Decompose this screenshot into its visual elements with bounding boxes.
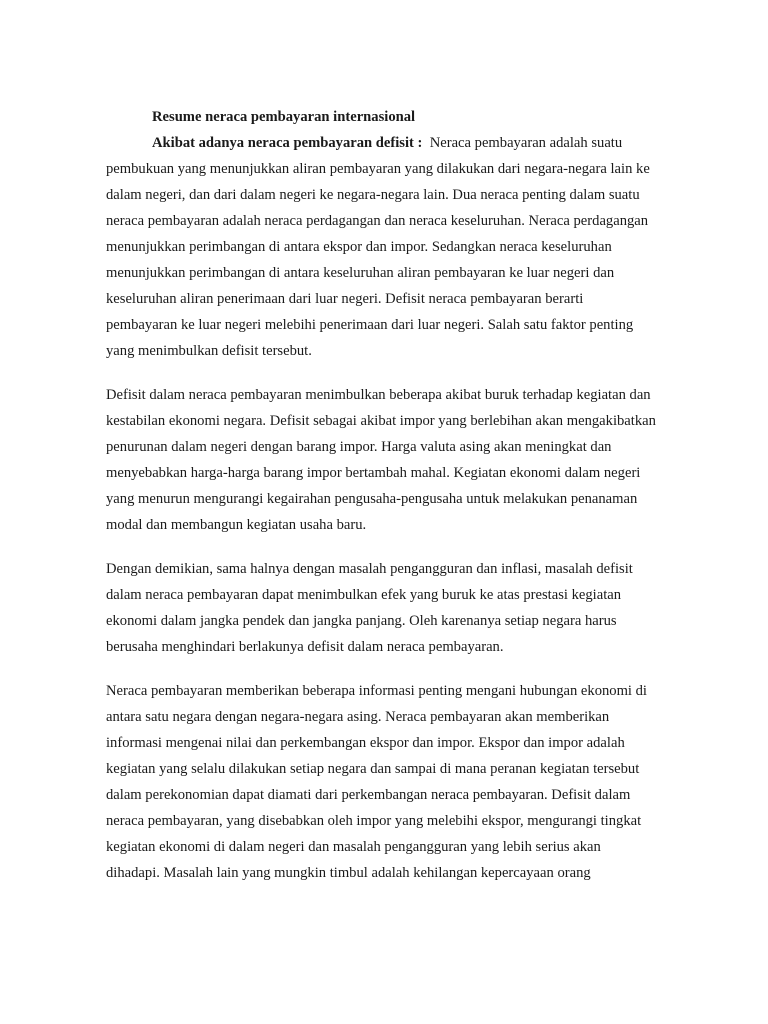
document-title: Resume neraca pembayaran internasional: [152, 109, 416, 125]
paragraph-3: Neraca pembayaran memberikan beberapa informasi penting mengani hubungan ekonomi di antara satu negara dengan negara-negara asing. Neraca pembayaran akan memberikan informasi mengenai nilai dan perkembangan ekspor dan impor. Ekspor dan impor adalah kegiatan yang selalu dilakukan setiap negara dan sampai di mana peranan kegiatan tersebut dalam perekonomian dapat diamati dari perkembangan neraca pembayaran. Defisit dalam neraca pembayaran, yang disebabkan oleh impor yang melebihi ekspor, mengurangi tingkat kegiatan ekonomi di dalam negeri dan masalah pengangguran yang lebih serius akan dihadapi. Masalah lain yang mungkin timbul adalah kehilangan kepercayaan orang: [106, 683, 647, 881]
paragraph-1: Defisit dalam neraca pembayaran menimbulkan beberapa akibat buruk terhadap kegiatan dan kestabilan ekonomi negara. Defisit sebagai akibat impor yang berlebihan akan mengakibatkan penurunan dalam negeri dengan barang impor. Harga valuta asing akan meningkat dan menyebabkan harga-harga barang impor bertambah mahal. Kegiatan ekonomi dalam negeri yang menurun mengurangi kegairahan pengusaha-pengusaha untuk melakukan penanaman modal dan membangun kegiatan usaha baru.: [106, 387, 656, 533]
intro-lead: Akibat adanya neraca pembayaran defisit :: [152, 135, 423, 151]
intro-body: Neraca pembayaran adalah suatu pembukuan yang menunjukkan aliran pembayaran yang dilakukan dari negara-negara lain ke dalam negeri, dan dari dalam negeri ke negara-negara lain. Dua neraca penting dalam suatu neraca pembayaran adalah neraca perdagangan dan neraca keseluruhan. Neraca perdagangan menunjukkan perimbangan di antara ekspor dan impor. Sedangkan neraca keseluruhan menunjukkan perimbangan di antara keseluruhan aliran pembayaran ke luar negeri dan keseluruhan aliran penerimaan dari luar negeri. Defisit neraca pembayaran berarti pembayaran ke luar negeri melebihi penerimaan dari luar negeri. Salah satu faktor penting yang menimbulkan defisit tersebut.: [106, 135, 650, 359]
intro-paragraph: [106, 130, 658, 364]
document-body: [106, 104, 658, 886]
paragraph-2: Dengan demikian, sama halnya dengan masalah pengangguran dan inflasi, masalah defisit dalam neraca pembayaran dapat menimbulkan efek yang buruk ke atas prestasi kegiatan ekonomi dalam jangka pendek dan jangka panjang. Oleh karenanya setiap negara harus berusaha menghindari berlakunya defisit dalam neraca pembayaran.: [106, 561, 633, 655]
